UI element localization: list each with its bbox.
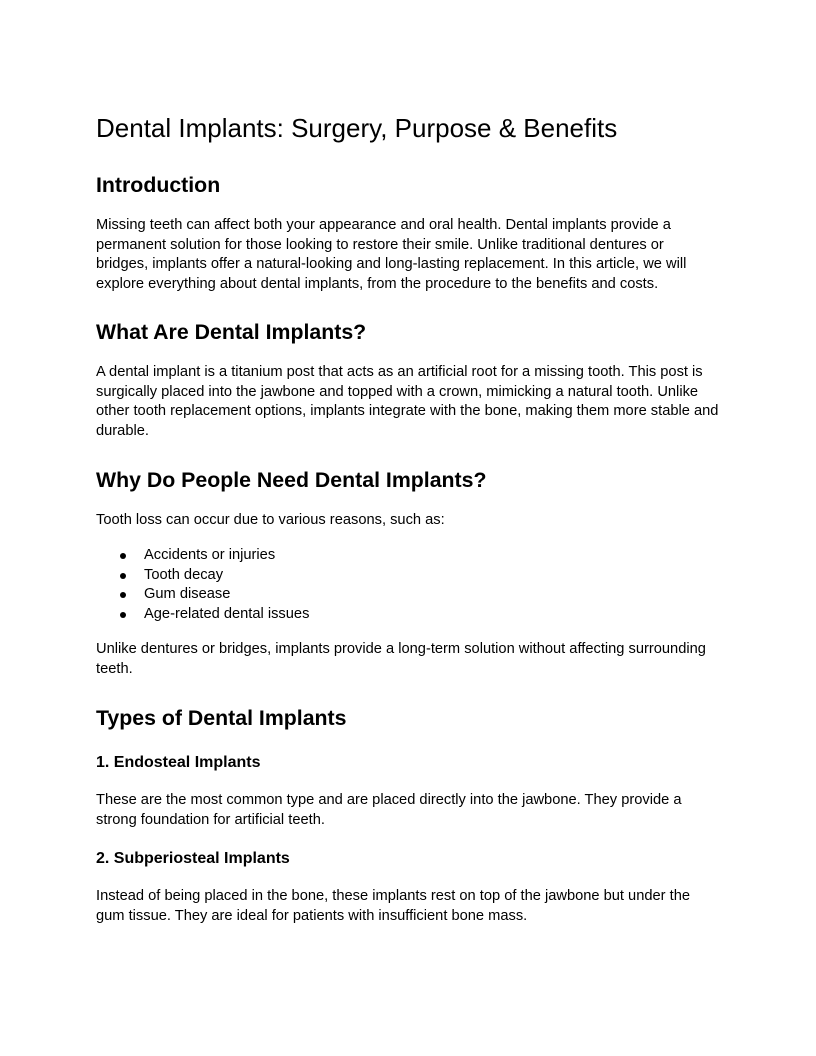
heading-what-are-dental-implants: What Are Dental Implants? xyxy=(96,320,367,344)
paragraph-reasons-intro: Tooth loss can occur due to various reasons, such as: xyxy=(96,512,445,528)
list-item-text: Tooth decay xyxy=(144,566,224,583)
list-item xyxy=(96,546,309,566)
heading-types-of-dental-implants: Types of Dental Implants xyxy=(96,706,347,730)
document-title: Dental Implants: Surgery, Purpose & Benefits xyxy=(96,113,618,143)
bullet-icon xyxy=(120,553,126,559)
list-item xyxy=(96,585,309,605)
reasons-list xyxy=(96,546,309,624)
paragraph-introduction xyxy=(96,216,724,294)
bullet-icon xyxy=(120,612,126,618)
paragraph-what-are-dental-implants xyxy=(96,363,724,441)
bullet-icon xyxy=(120,573,126,579)
list-item-text: Accidents or injuries xyxy=(144,547,276,563)
heading-endosteal-implants: 1. Endosteal Implants xyxy=(96,754,261,771)
text-line: gum tissue. They are ideal for patients with insufficient bone mass. xyxy=(96,907,528,924)
bullet-icon xyxy=(120,592,126,598)
list-item-text: Gum disease xyxy=(144,586,231,602)
paragraph-subperiosteal-implants xyxy=(96,887,724,926)
paragraph-endosteal-implants xyxy=(96,791,724,830)
text-line: other tooth replacement options, implants integrate with the bone, making them more stable and xyxy=(96,403,719,419)
text-line: permanent solution for those looking to restore their smile. Unlike traditional dentures or xyxy=(96,236,664,253)
text-line: durable. xyxy=(96,422,149,439)
list-item xyxy=(96,605,309,625)
text-line: explore everything about dental implants, from the procedure to the benefits and costs. xyxy=(96,275,659,292)
list-item-text: Age-related dental issues xyxy=(144,605,310,622)
text-line: Instead of being placed in the bone, these implants rest on top of the jawbone but under the xyxy=(96,888,690,904)
text-line: Unlike dentures or bridges, implants provide a long-term solution without affecting surrounding xyxy=(96,641,706,657)
heading-introduction: Introduction xyxy=(96,173,221,197)
text-line: strong foundation for artificial teeth. xyxy=(96,811,325,828)
text-line: Missing teeth can affect both your appearance and oral health. Dental implants provide a xyxy=(96,217,671,233)
text-line: surgically placed into the jawbone and topped with a crown, mimicking a natural tooth. Unlike xyxy=(96,383,699,400)
paragraph-long-term-solution xyxy=(96,640,724,679)
text-line: bridges, implants offer a natural-looking and long-lasting replacement. In this article, we will xyxy=(96,256,687,272)
text-line: A dental implant is a titanium post that acts as an artificial root for a missing tooth. This post is xyxy=(96,364,703,380)
heading-why-need-dental-implants: Why Do People Need Dental Implants? xyxy=(96,468,487,492)
text-line: These are the most common type and are placed directly into the jawbone. They provide a xyxy=(96,792,682,808)
list-item xyxy=(96,566,309,586)
text-line: teeth. xyxy=(96,660,133,677)
heading-subperiosteal-implants: 2. Subperiosteal Implants xyxy=(96,850,290,867)
